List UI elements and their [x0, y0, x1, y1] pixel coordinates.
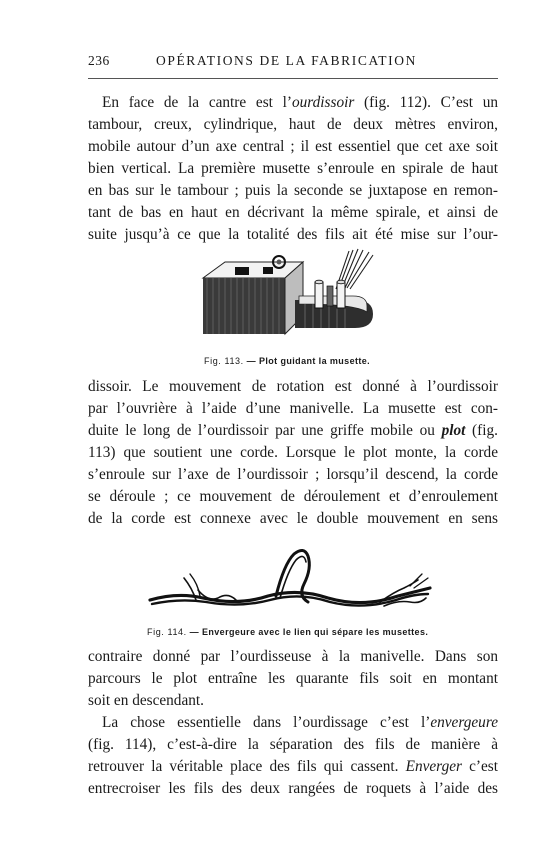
- text-line: contraire donné par l’ourdisseuse à la manivelle. Dans son: [88, 648, 498, 665]
- paragraph-envergeure: [88, 712, 498, 800]
- figure-caption-text: — Envergeure avec le lien qui sépare les musettes.: [189, 627, 429, 637]
- text-line: bien vertical. La première musette s’enroule en spirale de haut: [88, 160, 498, 177]
- text-line: retrouver la véritable place des fils qui cassent. Enverger c’est: [88, 758, 498, 775]
- text-line: mobile autour d’un axe central ; il est essentiel que cet axe soit: [88, 138, 498, 155]
- figure-113-caption: [204, 356, 370, 366]
- figure-114-envergeure-illustration: [148, 544, 432, 622]
- paragraph-contraire: [88, 646, 498, 712]
- running-title: OPÉRATIONS DE LA FABRICATION: [156, 53, 417, 68]
- text-line: se déroule ; ce mouvement de déroulement et d’enroulement: [88, 488, 498, 505]
- paragraph-ourdissoir: [88, 92, 498, 246]
- guide-base: [295, 280, 373, 328]
- text-line: tant de bas en haut en décrivant la même spirale, et ainsi de: [88, 204, 498, 221]
- thread-bundle: [150, 550, 430, 606]
- figure-caption-text: — Plot guidant la musette.: [246, 356, 371, 366]
- text-line: s’enroule sur l’axe de l’ourdissoir ; lorsqu’il descend, la corde: [88, 466, 498, 483]
- term-enverger: Enverger: [405, 758, 462, 775]
- text-line: (fig. 114), c’est-à-dire la séparation des fils de manière à: [88, 736, 498, 753]
- text-line: duite le long de l’ourdissoir par une griffe mobile ou plot (fig.: [88, 422, 498, 439]
- figure-114-caption: [147, 627, 428, 637]
- text-line: entrecroiser les fils des deux rangées de roquets à l’aide des: [88, 780, 498, 797]
- text-line: tambour, creux, cylindrique, haut de deux mètres environ,: [88, 116, 498, 133]
- text-line: La chose essentielle dans l’ourdissage c’est l’envergeure: [102, 714, 498, 731]
- term-envergeure: envergeure: [430, 714, 498, 731]
- text-line: suite jusqu’à ce que la totalité des fils ait été mise sur l’our-: [88, 226, 498, 243]
- text-line: 113) que soutient une corde. Lorsque le plot monte, la corde: [88, 444, 498, 461]
- text-line: En face de la cantre est l’ourdissoir (fig. 112). C’est un: [102, 94, 498, 111]
- figure-113-plot-illustration: [195, 248, 375, 350]
- term-ourdissoir: ourdissoir: [291, 94, 355, 111]
- figure-label: Fig. 114.: [147, 627, 187, 637]
- text-line: soit en descendant.: [88, 692, 204, 709]
- running-header: [88, 53, 498, 75]
- term-plot: plot: [441, 422, 466, 439]
- text-line: en bas sur le tambour ; puis la seconde se juxtapose en remon-: [88, 182, 498, 199]
- text-line: parcours le plot entraîne les quarante fils soit en montant: [88, 670, 498, 687]
- text-line: de la corde est connexe avec le double mouvement en sens: [88, 510, 498, 527]
- text-line: par l’ouvrière à l’aide d’une manivelle. La musette est con-: [88, 400, 498, 417]
- text-line: dissoir. Le mouvement de rotation est donné à l’ourdissoir: [88, 378, 498, 395]
- page-number: 236: [88, 53, 110, 68]
- plot-block: [203, 256, 303, 334]
- paragraph-mouvement: [88, 376, 498, 530]
- header-rule: [88, 78, 498, 79]
- figure-label: Fig. 113.: [204, 356, 244, 366]
